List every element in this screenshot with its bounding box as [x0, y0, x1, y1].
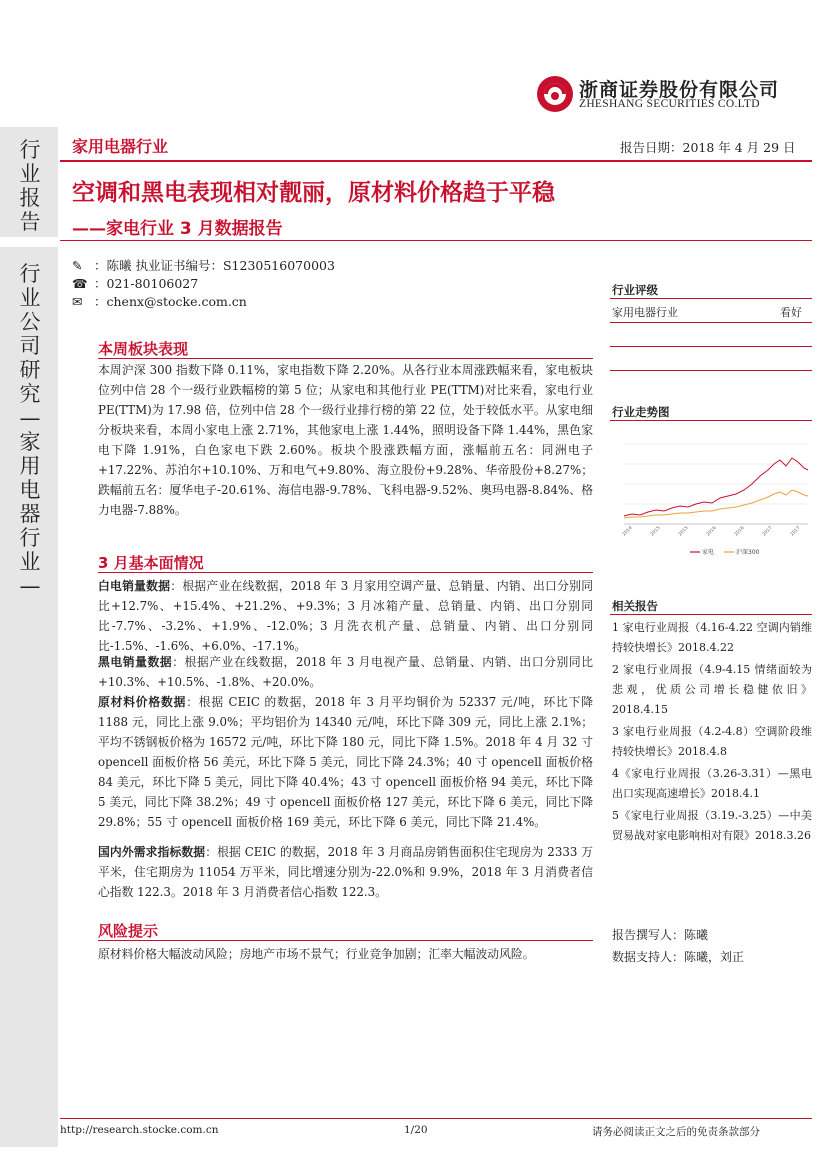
related-report-4[interactable]: 4《家电行业周报（3.26-3.31）—黑电出口实现高速增长》2018.4.1 [612, 767, 812, 800]
related-report-2[interactable]: 2 家电行业周报（4.9-4.15 情绪面较为悲观，优质公司增长稳健依旧》2018.4.15 [612, 663, 812, 716]
black-goods-label: 黑电销量数据 [98, 655, 173, 669]
trend-legend [690, 548, 760, 556]
risk-heading: 风险提示 [98, 922, 159, 940]
weekly-heading-rule [98, 358, 593, 359]
trend-x-ticks [621, 525, 801, 537]
pen-icon: ✎ [72, 258, 83, 273]
report-date: 报告日期：2018 年 4 月 29 日 [620, 140, 796, 155]
series-home-appliance-line [624, 458, 808, 516]
brand-name-en: ZHESHANG SECURITIES CO.LTD [579, 98, 760, 110]
risk-heading-rule [98, 940, 593, 941]
white-goods-para [98, 576, 593, 656]
trend-gridlines [624, 444, 808, 524]
sidebar-top-label: 行业报告 [19, 138, 41, 234]
sidebar-bottom-label: 行业公司研究—家用电器行业— [19, 262, 41, 598]
legend-home-appliance: 家电 [702, 549, 715, 556]
fundamentals-heading: 3 月基本面情况 [98, 554, 204, 572]
rating-rule-3 [610, 370, 812, 371]
trend-heading: 行业走势图 [612, 405, 670, 419]
phone-text: ：021-80106027 [94, 276, 199, 291]
brand-name-cn: 浙商证券股份有限公司 [579, 79, 780, 101]
white-goods-label: 白电销量数据 [98, 579, 171, 593]
weekly-text: 本周沪深 300 指数下降 0.11%，家电指数下降 2.20%。从各行业本周涨跌幅来看，家电板块位列中信 28 个一级行业跌幅榜的第 5 位；从家电和其他行业 PE(TTM)对比来看，家电行业 PE(TTM)为 17.98 倍，位列中信 28 个一级行业排行榜的第 22 位，处于较低水平。从家电细分板块来看，本周小家电上涨 2.71%，其他家电上涨 1.44%，照明设备下降 1.44%，黑色家电下降 1.91%，白色家电下跌 2.60%。板块个股涨跌幅方面，涨幅前五名：同洲电子+17.22%、苏泊尔+10.10%、万和电气+9.80%、海立股份+9.28%、华帝股份+8.27%；跌幅前五名：厦华电子-20.61%、海信电器-9.78%、飞科电器-9.52%、奥玛电器-8.84%、格力电器-7.88%。 [98, 363, 593, 517]
material-para [98, 692, 593, 832]
svg-text:2016: 2016 [705, 525, 718, 538]
related-list [612, 618, 812, 846]
analyst-row [72, 257, 335, 275]
rating-heading: 行业评级 [612, 283, 658, 297]
fundamentals-heading-rule [98, 572, 593, 573]
weekly-heading: 本周板块表现 [98, 340, 189, 358]
title-rule [60, 240, 812, 241]
mail-icon: ✉ [72, 294, 83, 309]
white-goods-text: ：根据产业在线数据，2018 年 3 月家用空调产量、总销量、内销、出口分别同比+12.7%、+15.4%、+21.2%、+9.3%；3 月冰箱产量、总销量、内销、出口分别同比-7.7%、-3.2%、+1.9%、-12.0%；3 月洗衣机产量、总销量、内销、出口分别同比-1.5%、-1.6%、+6.0%、-17.1%。 [98, 579, 593, 653]
black-goods-text: ：根据产业在线数据，2018 年 3 月电视产量、总销量、内销、出口分别同比+10.3%、+10.5%、-1.8%、+20.0%。 [98, 655, 593, 689]
phone-icon: ☎ [72, 276, 88, 291]
footer-rule [60, 1118, 812, 1119]
header-rule [60, 160, 812, 162]
svg-text:2016: 2016 [733, 525, 746, 538]
svg-text:2015: 2015 [649, 525, 662, 538]
svg-text:2014: 2014 [621, 525, 634, 538]
trend-rule-top [610, 420, 812, 421]
material-text: ：根据 CEIC 的数据，2018 年 3 月平均铜价为 52337 元/吨，环比下降 1188 元，同比上涨 9.0%；平均铝价为 14340 元/吨，环比下降 309 元，同比上涨 2.1%；平均不锈钢板价格为 16572 元/吨，环比下降 180 元，同比下降 1.5%。2018 年 4 月 32 寸 opencell 面板价格 56 美元，环比下降 5 美元，同比下降 24.3%；40 寸 opencell 面板价格 84 美元，环比下降 5 美元，同比下降 40.4%；43 寸 opencell 面板价格 94 美元，环比下降 5 美元，同比下降 38.2%；49 寸 opencell 面板价格 127 美元，环比下降 6 美元，同比下降 29.8%；55 寸 opencell 面板价格 169 美元，环比下降 6 美元，同比下降 21.4%。 [98, 695, 593, 829]
email-row [72, 293, 335, 311]
brand-logo [535, 72, 780, 116]
legend-csi300: 沪深300 [736, 549, 760, 556]
analyst-text: ：陈曦 执业证书编号：S1230516070003 [94, 258, 335, 273]
rating-value: 看好 [780, 306, 802, 319]
risk-text: 原材料价格大幅波动风险；房地产市场不景气；行业竞争加剧；汇率大幅波动风险。 [98, 947, 535, 961]
demand-para [98, 842, 593, 902]
page-subtitle: ——家电行业 3 月数据报告 [72, 219, 283, 239]
zheshang-logo-icon [535, 74, 575, 114]
page-title: 空调和黑电表现相对靓丽，原材料价格趋于平稳 [72, 180, 555, 206]
svg-text:2017: 2017 [789, 525, 802, 538]
demand-label: 国内外需求指标数据 [98, 845, 206, 859]
related-report-3[interactable]: 3 家电行业周报（4.2-4.8）空调阶段维持较快增长》2018.4.8 [612, 725, 812, 758]
rating-industry: 家用电器行业 [612, 306, 678, 319]
svg-text:2017: 2017 [761, 525, 774, 538]
material-label: 原材料价格数据 [98, 695, 187, 709]
industry-label: 家用电器行业 [72, 137, 169, 156]
rating-rule-top [610, 298, 812, 299]
related-rule-top [610, 614, 812, 615]
data-support: 数据支持人：陈曦，刘正 [612, 950, 745, 964]
related-heading: 相关报告 [612, 599, 658, 613]
email-text[interactable]: ：chenx@stocke.com.cn [94, 294, 247, 309]
svg-text:2015: 2015 [677, 525, 690, 538]
trend-chart [612, 424, 812, 572]
related-report-5[interactable]: 5《家电行业周报（3.19.-3.25）—中美贸易战对家电影响相对有限》2018.3.26 [612, 809, 812, 842]
footer-url[interactable]: http://research.stocke.com.cn [60, 1124, 219, 1136]
rating-rule-1 [610, 322, 812, 323]
page-number: 1/20 [404, 1124, 428, 1136]
footer-disclaimer: 请务必阅读正文之后的免责条款部分 [592, 1126, 760, 1138]
phone-row [72, 275, 335, 293]
report-author: 报告撰写人：陈曦 [612, 928, 709, 942]
demand-text: ：根据 CEIC 的数据，2018 年 3 月商品房销售面积住宅现房为 2333 万平米，住宅期房为 11054 万平米，同比增速分别为-22.0%和 9.9%，2018 年 3 月消费者信心指数 122.3。2018 年 3 月消费者信心指数 122.3。 [98, 845, 593, 899]
related-report-1[interactable]: 1 家电行业周报（4.16-4.22 空调内销维持较快增长》2018.4.22 [612, 621, 812, 654]
contact-block [72, 257, 335, 311]
rating-rule-2 [610, 346, 812, 347]
black-goods-para [98, 652, 593, 692]
